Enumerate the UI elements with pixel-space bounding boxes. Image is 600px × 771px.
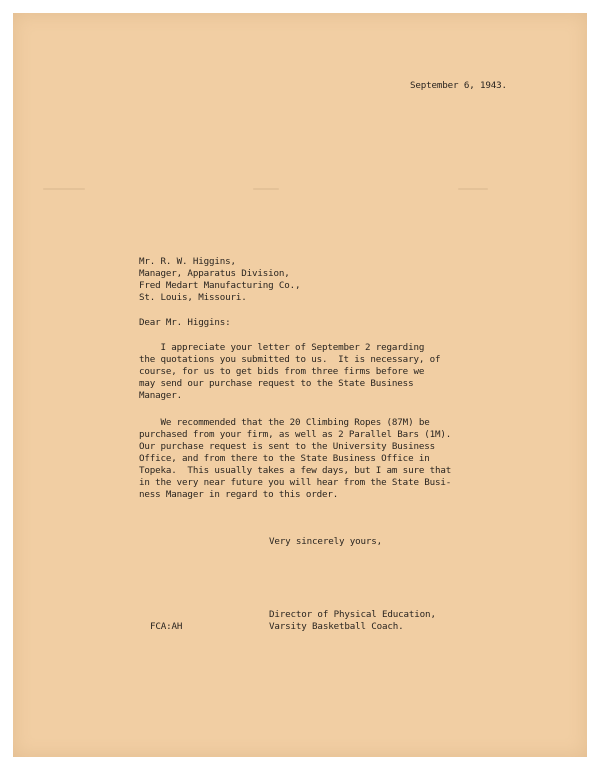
- closing: Very sincerely yours,: [269, 536, 383, 547]
- paragraph-1-line: I appreciate your letter of September 2 regarding: [139, 342, 425, 353]
- paragraph-1-line: the quotations you submitted to us. It is necessary, of: [139, 354, 441, 365]
- paragraph-2-line: purchased from your firm, as well as 2 Parallel Bars (1M).: [139, 429, 452, 440]
- salutation: Dear Mr. Higgins:: [139, 317, 231, 328]
- paragraph-2-line: We recommended that the 20 Climbing Ropes (87M) be: [139, 417, 430, 428]
- address-line-name: Mr. R. W. Higgins,: [139, 256, 236, 267]
- paragraph-2-line: Topeka. This usually takes a few days, but I am sure that: [139, 465, 452, 476]
- reference-initials: FCA:AH: [150, 621, 183, 632]
- paper-mark: [458, 188, 488, 190]
- paragraph-2-line: Our purchase request is sent to the University Business: [139, 441, 435, 452]
- paragraph-2-line: ness Manager in regard to this order.: [139, 489, 339, 500]
- address-line-title: Manager, Apparatus Division,: [139, 268, 290, 279]
- address-line-company: Fred Medart Manufacturing Co.,: [139, 280, 301, 291]
- signature-title-line: Varsity Basketball Coach.: [269, 621, 404, 632]
- paragraph-1-line: may send our purchase request to the State Business: [139, 378, 414, 389]
- address-line-city: St. Louis, Missouri.: [139, 292, 247, 303]
- paragraph-2-line: in the very near future you will hear from the State Busi-: [139, 477, 452, 488]
- signature-title-line: Director of Physical Education,: [269, 609, 436, 620]
- paper-mark: [43, 188, 85, 190]
- paragraph-1-line: course, for us to get bids from three firms before we: [139, 366, 425, 377]
- letter-page: [13, 13, 587, 757]
- paragraph-2-line: Office, and from there to the State Business Office in: [139, 453, 430, 464]
- paragraph-1-line: Manager.: [139, 390, 183, 401]
- letter-date: September 6, 1943.: [410, 80, 507, 91]
- paper-mark: [253, 188, 279, 190]
